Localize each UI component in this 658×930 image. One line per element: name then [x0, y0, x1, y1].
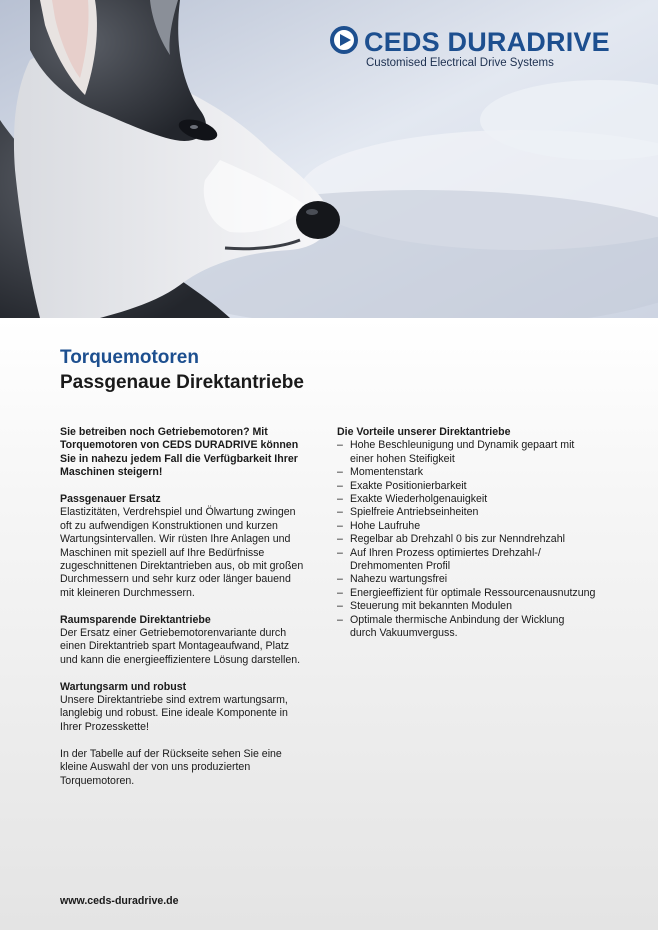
section-line: Ihrer Prozesskette!	[60, 720, 149, 733]
section-line: Elastizitäten, Verdrehspiel und Ölwartung zwingen	[60, 506, 296, 519]
advantage-item	[337, 573, 617, 586]
hero-husky-photo	[0, 0, 658, 318]
section-heading: Wartungsarm und robust	[60, 680, 187, 693]
advantages-title: Die Vorteile unserer Direktantriebe	[337, 426, 511, 438]
advantage-line: Hohe Beschleunigung und Dynamik gepaart mit	[350, 439, 575, 452]
section-line: oft zu aufwendigen Konstruktionen und kurzen	[60, 519, 278, 532]
closing-line: kleine Auswahl der von uns produzierten	[60, 761, 251, 774]
advantage-line: durch Vakuumverguss.	[350, 627, 458, 640]
page-title: Torquemotoren	[60, 347, 199, 368]
intro-line: Maschinen steigern!	[60, 466, 163, 479]
advantage-item	[337, 533, 617, 546]
intro-line: Torquemotoren von CEDS DURADRIVE können	[60, 439, 299, 452]
intro-paragraph	[60, 426, 322, 480]
dash-bullet: –	[337, 479, 343, 492]
advantage-line: Optimale thermische Anbindung der Wicklung	[350, 613, 565, 626]
dash-bullet: –	[337, 466, 343, 479]
dash-bullet: –	[337, 573, 343, 586]
advantage-item	[337, 520, 617, 533]
advantage-line: einer hohen Steifigkeit	[350, 452, 455, 465]
footer-website-url: www.ceds-duradrive.de	[60, 895, 179, 907]
advantage-item	[337, 439, 617, 466]
left-column	[60, 426, 322, 801]
section-line: zugeschnittenen Direktantrieben aus, ob mit großen	[60, 560, 304, 573]
section-line: langlebig und robust. Eine ideale Komponente in	[60, 707, 288, 720]
section-heading: Passgenauer Ersatz	[60, 493, 161, 506]
advantage-line: Spielfreie Antriebseinheiten	[350, 506, 479, 519]
page-subtitle: Passgenaue Direktantriebe	[60, 372, 304, 393]
dash-bullet: –	[337, 600, 343, 613]
ceds-play-circle-logo-icon	[330, 26, 358, 54]
advantage-item	[337, 547, 617, 574]
right-column	[337, 426, 617, 641]
dash-bullet: –	[337, 546, 343, 559]
brand-tagline: Customised Electrical Drive Systems	[366, 57, 554, 69]
advantage-item	[337, 466, 617, 479]
intro-line: Sie betreiben noch Getriebemotoren? Mit	[60, 426, 268, 438]
advantage-line: Steuerung mit bekannten Modulen	[350, 600, 512, 613]
advantage-item	[337, 587, 617, 600]
advantage-item	[337, 600, 617, 613]
dash-bullet: –	[337, 493, 343, 506]
section-line: einen Direktantrieb spart Montageaufwand, Platz	[60, 640, 290, 653]
brand-name: CEDS DURADRIVE	[364, 27, 610, 57]
dash-bullet: –	[337, 533, 343, 546]
advantage-item	[337, 493, 617, 506]
advantage-line: Exakte Positionierbarkeit	[350, 479, 467, 492]
advantage-item	[337, 506, 617, 519]
section-raumsparende-direktantriebe	[60, 614, 322, 668]
dash-bullet: –	[337, 506, 343, 519]
advantage-line: Momentenstark	[350, 466, 424, 479]
section-line: und kann die energieeffizientere Lösung darstellen.	[60, 653, 301, 666]
advantages-list	[337, 439, 617, 640]
advantage-line: Energieeffizient für optimale Ressourcenausnutzung	[350, 586, 596, 599]
dash-bullet: –	[337, 439, 343, 452]
dash-bullet: –	[337, 613, 343, 626]
closing-line: In der Tabelle auf der Rückseite sehen Sie eine	[60, 747, 282, 760]
section-line: mit kleineren Durchmessern.	[60, 586, 195, 599]
dash-bullet: –	[337, 586, 343, 599]
section-wartungsarm-und-robust	[60, 681, 322, 735]
advantage-line: Exakte Wiederholgenauigkeit	[350, 493, 488, 506]
dash-bullet: –	[337, 519, 343, 532]
intro-line: Sie in nahezu jedem Fall die Verfügbarkeit Ihrer	[60, 452, 298, 465]
section-line: Maschinen mit speziell auf Ihre Bedürfnisse	[60, 546, 265, 559]
closing-paragraph	[60, 748, 322, 788]
advantage-line: Drehmomenten Profil	[350, 560, 451, 573]
advantage-item	[337, 614, 617, 641]
section-line: Unsere Direktantriebe sind extrem wartungsarm,	[60, 694, 288, 707]
section-heading: Raumsparende Direktantriebe	[60, 613, 211, 626]
section-line: Durchmessern und sehr kurz oder länger bauend	[60, 573, 291, 586]
advantage-line: Auf Ihren Prozess optimiertes Drehzahl-/	[350, 546, 541, 559]
section-passgenauer-ersatz	[60, 493, 322, 600]
section-line: Wartungsintervallen. Wir rüsten Ihre Anlagen und	[60, 533, 291, 546]
ceds-duradrive-logo	[330, 26, 630, 72]
section-line: Der Ersatz einer Getriebemotorenvariante durch	[60, 627, 287, 640]
closing-line: Torquemotoren.	[60, 774, 135, 787]
advantage-item	[337, 480, 617, 493]
advantage-line: Nahezu wartungsfrei	[350, 573, 448, 586]
advantage-line: Regelbar ab Drehzahl 0 bis zur Nenndrehzahl	[350, 533, 565, 546]
advantage-line: Hohe Laufruhe	[350, 519, 421, 532]
